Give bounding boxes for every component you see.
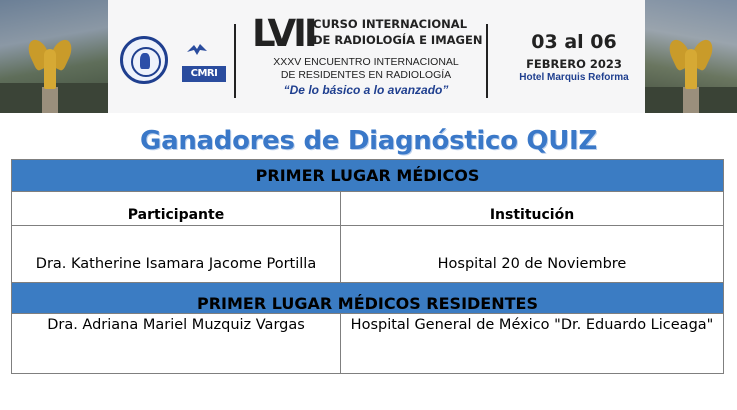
participant-cell: Dra. Adriana Mariel Muzquiz Vargas <box>12 314 341 374</box>
table-row <box>12 226 724 283</box>
angel-monument-image-right <box>645 0 737 113</box>
course-name-line1: CURSO INTERNACIONAL <box>313 17 468 31</box>
angel-statue-icon <box>671 35 711 105</box>
banner-divider <box>234 24 236 98</box>
encuentro-line2: DE RESIDENTES EN RADIOLOGÍA <box>280 69 452 81</box>
table-row <box>12 314 724 374</box>
event-slogan: “De lo básico a lo avanzado” <box>283 83 449 97</box>
angel-monument-image-left <box>0 0 108 113</box>
section-header-medicos: PRIMER LUGAR MÉDICOS <box>12 160 724 192</box>
banner-divider <box>486 24 488 98</box>
event-days: 03 al 06 <box>531 31 617 53</box>
cmri-logo: CMRI <box>182 66 226 82</box>
event-banner <box>0 0 737 113</box>
institution-cell: Hospital 20 de Noviembre <box>341 226 724 283</box>
bird-logo-icon <box>186 42 208 58</box>
participant-cell: Dra. Katherine Isamara Jacome Portilla <box>12 226 341 283</box>
page-title: Ganadores de Diagnóstico QUIZ <box>140 126 597 156</box>
section-header-residentes: PRIMER LUGAR MÉDICOS RESIDENTES <box>12 283 724 314</box>
winners-table <box>11 159 724 374</box>
encuentro-line1: XXXV ENCUENTRO INTERNACIONAL <box>273 56 459 68</box>
institution-cell: Hospital General de México "Dr. Eduardo Liceaga" <box>341 314 724 374</box>
event-month-year: FEBRERO 2023 <box>526 57 622 71</box>
course-name-line2: DE RADIOLOGÍA E IMAGEN <box>313 33 483 47</box>
society-seal-logo <box>120 36 168 84</box>
column-header-participante: Participante <box>12 192 341 226</box>
event-venue: Hotel Marquis Reforma <box>519 72 629 83</box>
angel-statue-icon <box>30 35 70 105</box>
edition-number: LVII <box>252 12 315 55</box>
column-header-institucion: Institución <box>341 192 724 226</box>
